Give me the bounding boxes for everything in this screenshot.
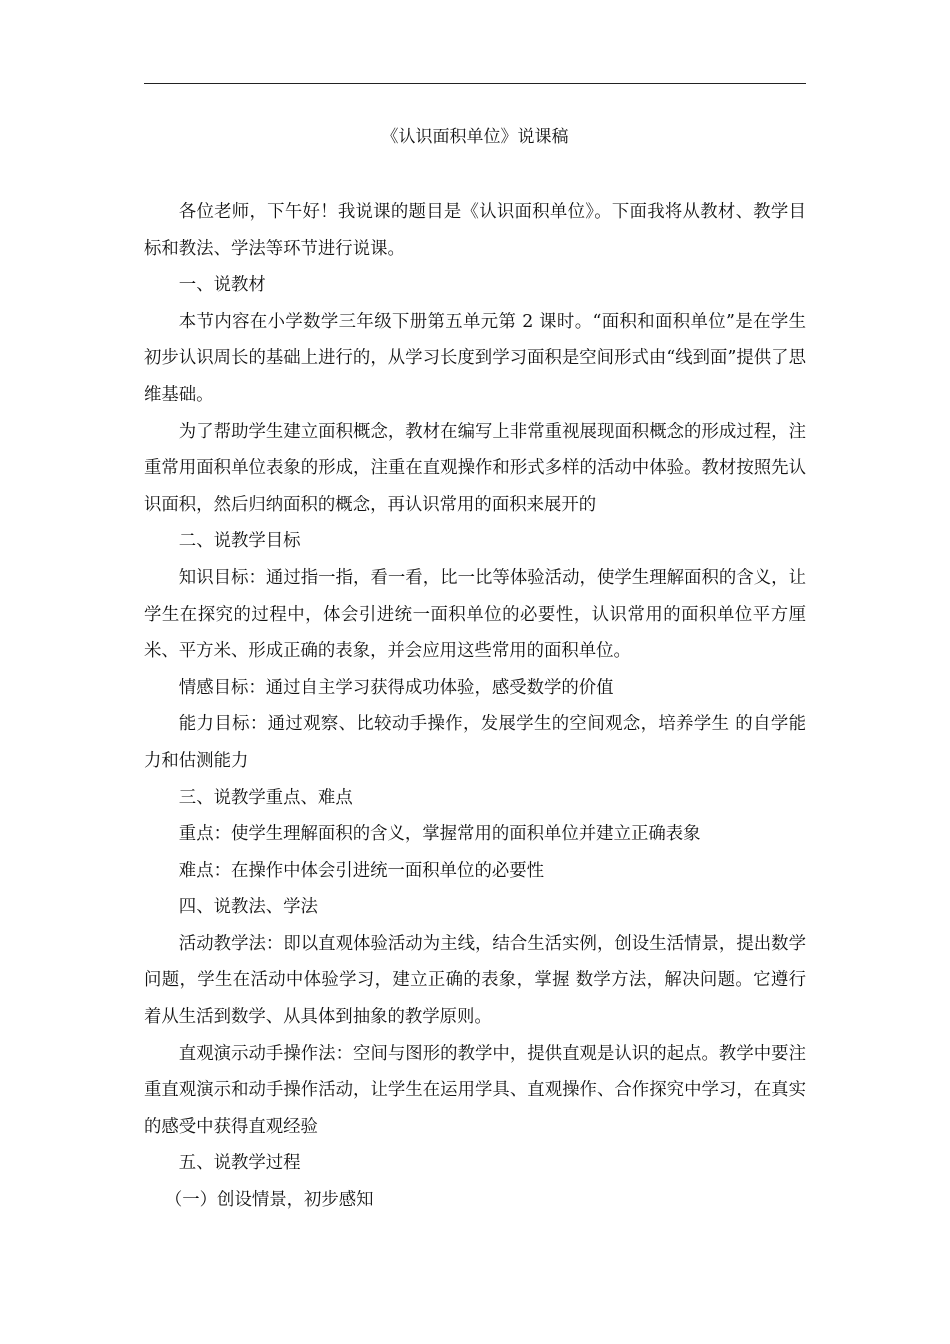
section-heading-objectives: 二、说教学目标 xyxy=(178,531,301,552)
section-heading-key-points: 三、说教学重点、难点 xyxy=(178,787,353,808)
key-point: 重点：使学生理解面积的含义，掌握常用的面积单位并建立正确表象 xyxy=(178,824,701,845)
section-heading-textbook: 一、说教材 xyxy=(178,275,266,296)
textbook-paragraph-1: 本节内容在小学数学三年级下册第五单元第 2 课时。“面积和面积单位”是在学生初步认识周长的基础上进行的，从学习长度到学习面积是空间形式由“线到面”提供了思维基础。 xyxy=(144,311,806,405)
header-rule xyxy=(144,83,806,84)
emotion-objective: 情感目标：通过自主学习获得成功体验，感受数学的价值 xyxy=(178,677,614,698)
document-title: 《认识面积单位》说课稿 xyxy=(381,127,569,147)
intro-paragraph: 各位老师，下午好！我说课的题目是《认识面积单位》。下面我将从教材、教学目标和教法、学法等环节进行说课。 xyxy=(144,202,806,259)
subsection-heading-scenario: （一）创设情景，初步感知 xyxy=(164,1190,374,1211)
document-body xyxy=(144,194,806,1219)
activity-method-paragraph: 活动教学法：即以直观体验活动为主线，结合生活实例，创设生活情景，提出数学问题，学生在活动中体验学习，建立正确的表象，掌握 数学方法，解决问题。它遵行着从生活到数学、从具体到抽象的教学原则。 xyxy=(144,933,806,1028)
ability-objective: 能力目标：通过观察、比较动手操作，发展学生的空间观念，培养学生 的自学能力和估测能力 xyxy=(144,714,806,771)
knowledge-objective: 知识目标：通过指一指，看一看，比一比等体验活动，使学生理解面积的含义，让学生在探究的过程中，体会引进统一面积单位的必要性，认识常用的面积单位平方厘米、平方米、形成正确的表象，并会应用这些常用的面积单位。 xyxy=(144,567,806,662)
section-heading-process: 五、说教学过程 xyxy=(178,1153,301,1174)
difficult-point: 难点：在操作中体会引进统一面积单位的必要性 xyxy=(178,860,545,881)
textbook-paragraph-2: 为了帮助学生建立面积概念，教材在编写上非常重视展现面积概念的形成过程，注重常用面积单位表象的形成，注重在直观操作和形式多样的活动中体验。教材按照先认识面积，然后归纳面积的概念，再认识常用的面积来展开的 xyxy=(144,421,806,515)
section-heading-methods: 四、说教法、学法 xyxy=(178,897,318,918)
demonstration-method-paragraph: 直观演示动手操作法：空间与图形的教学中，提供直观是认识的起点。教学中要注重直观演示和动手操作活动，让学生在运用学具、直观操作、合作探究中学习，在真实的感受中获得直观经验 xyxy=(144,1043,806,1137)
